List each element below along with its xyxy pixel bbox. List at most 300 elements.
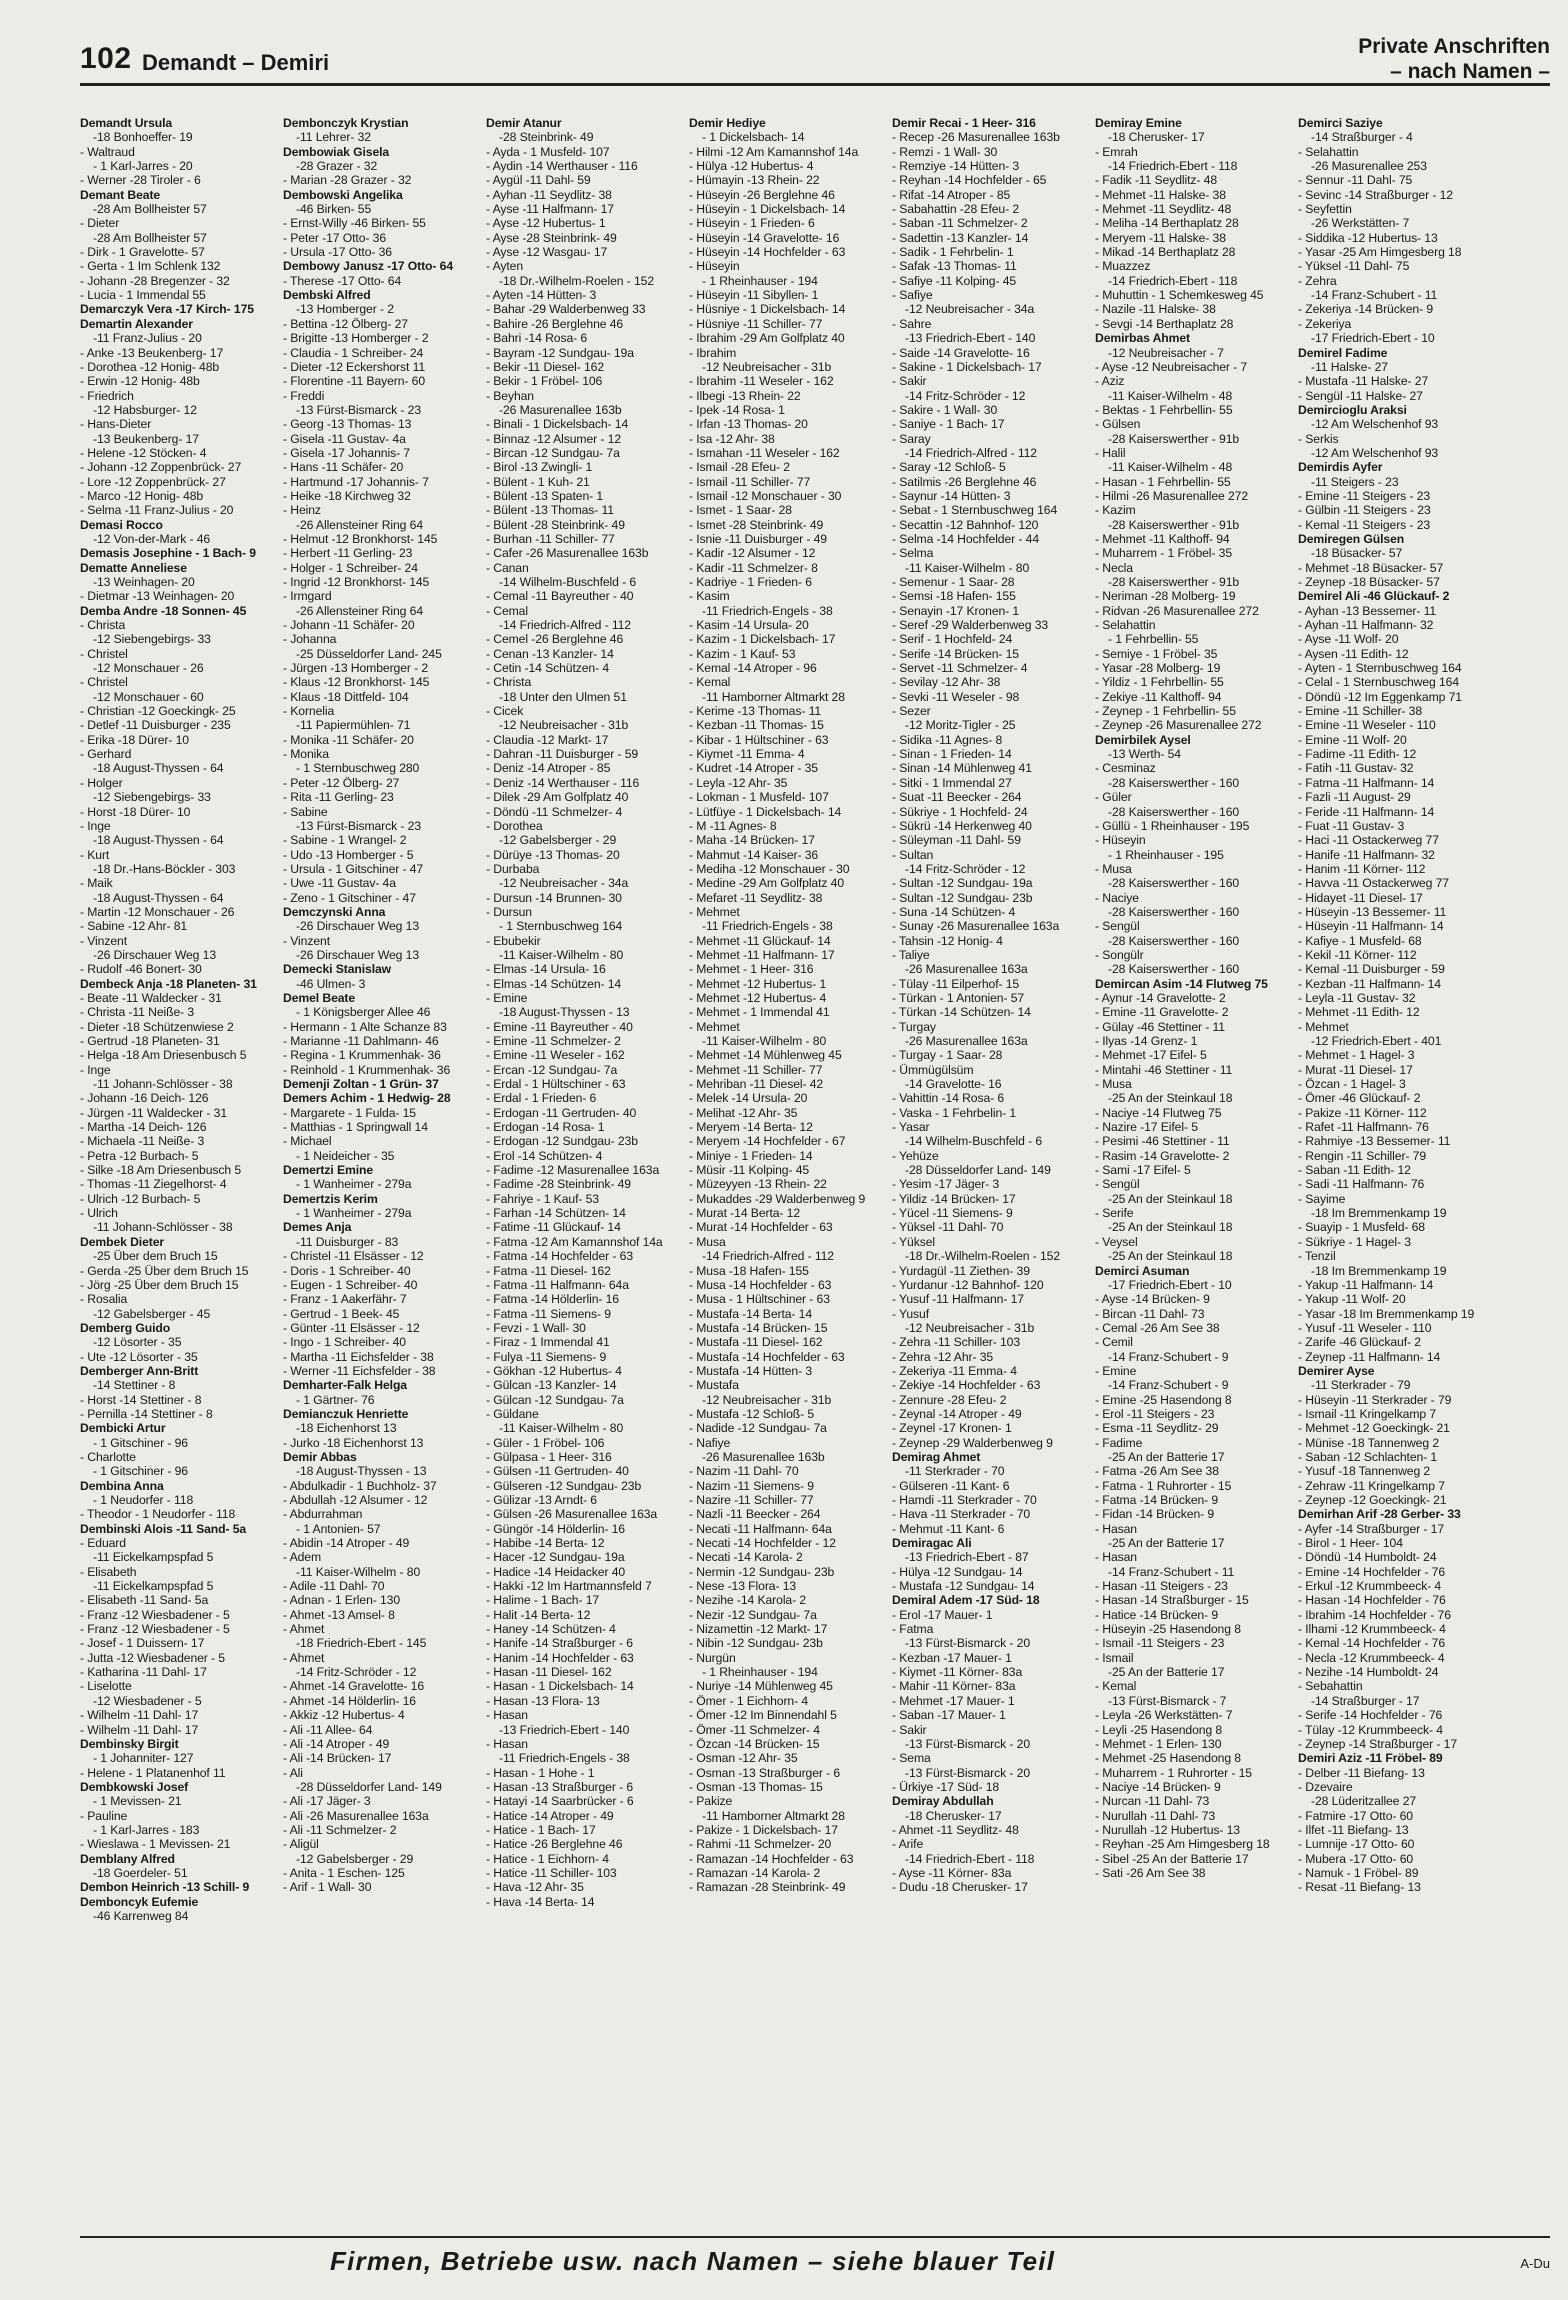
directory-entry: - Martin -12 Monschauer - 26 xyxy=(80,904,235,919)
directory-entry: -11 Johann-Schlösser - 38 xyxy=(93,1220,233,1235)
directory-entry: - 1 Sternbuschweg 280 xyxy=(296,761,420,776)
directory-entry: - Celal - 1 Sternbuschweg 164 xyxy=(1298,675,1460,690)
directory-entry: - Helmut -12 Bronkhorst- 145 xyxy=(283,531,438,546)
directory-entry: - Zeynep -11 Halfmann- 14 xyxy=(1298,1349,1441,1364)
directory-entry: - 1 Rheinhauser - 195 xyxy=(1108,847,1224,862)
directory-entry: - Erol -14 Schützen- 4 xyxy=(486,1148,603,1163)
directory-entry: - Brigitte -13 Homberger - 2 xyxy=(283,331,429,346)
directory-entry: - Gerhard xyxy=(80,747,132,762)
directory-entry: - Ilfet -11 Biefang- 13 xyxy=(1298,1822,1409,1837)
directory-entry: - Aysen -11 Edith- 12 xyxy=(1298,646,1409,661)
directory-entry: - Hamdi -11 Sterkrader - 70 xyxy=(892,1493,1037,1507)
directory-entry: - Saban -11 Schmelzer- 2 xyxy=(892,216,1028,231)
directory-entry: - Mehmet -17 Mauer- 1 xyxy=(892,1693,1015,1708)
directory-entry: - Bahar -29 Walderbenweg 33 xyxy=(486,302,646,317)
directory-entry: -12 Wiesbadener - 5 xyxy=(93,1693,202,1708)
directory-entry: Dembowy Janusz -17 Otto- 64 xyxy=(283,259,453,274)
directory-entry: - Petra -12 Burbach- 5 xyxy=(80,1148,199,1163)
directory-entry: - Sultan -12 Sundgau- 23b xyxy=(892,890,1033,905)
directory-entry: - Dürüye -13 Thomas- 20 xyxy=(486,847,620,862)
directory-entry: - Bahri -14 Rosa- 6 xyxy=(486,331,588,346)
directory-entry: - Semsi -18 Hafen- 155 xyxy=(892,589,1016,604)
directory-entry: -14 Franz-Schubert - 11 xyxy=(1311,288,1438,303)
directory-entry: - Ayhan -13 Bessemer- 11 xyxy=(1298,603,1437,618)
directory-entry: - Hülya -12 Hubertus- 4 xyxy=(689,159,814,174)
directory-entry: -18 Goerdeler- 51 xyxy=(93,1865,188,1880)
directory-entry: - Mustafa -11 Diesel- 162 xyxy=(689,1335,823,1350)
directory-entry: - Kezban -11 Thomas- 15 xyxy=(689,718,824,733)
directory-entry: - Ilyas -14 Grenz- 1 xyxy=(1095,1034,1198,1048)
directory-entry: - Mehmet -12 Hubertus- 4 xyxy=(689,990,827,1005)
directory-entry: Demirel Ali -46 Glückauf- 2 xyxy=(1298,589,1450,604)
directory-entry: -13 Fürst-Bismarck - 7 xyxy=(1108,1693,1227,1708)
directory-entry: - Zehra -12 Ahr- 35 xyxy=(892,1349,994,1364)
directory-entry: - Aydin -14 Werthauser - 116 xyxy=(486,159,638,174)
directory-entry: -12 Gabelsberger - 45 xyxy=(93,1306,211,1321)
directory-entry: Demiral Adem -17 Süd- 18 xyxy=(892,1593,1040,1608)
directory-entry: - Murat -14 Hochfelder - 63 xyxy=(689,1220,833,1235)
directory-entry: Demirci Saziye xyxy=(1298,116,1383,130)
directory-entry: - Erika -18 Dürer- 10 xyxy=(80,732,189,747)
directory-entry: - Gülbin -11 Steigers - 23 xyxy=(1298,503,1431,518)
directory-entry: - Kemal -14 Hochfelder - 76 xyxy=(1298,1636,1446,1651)
directory-entry: - Elmas -14 Schützen- 14 xyxy=(486,976,622,991)
directory-entry: -25 An der Steinkaul 18 xyxy=(1108,1091,1233,1106)
directory-entry: - Güllü - 1 Rheinhauser - 195 xyxy=(1095,818,1250,833)
directory-entry: - Selahattin xyxy=(1298,144,1359,159)
directory-entry: - Bircan -12 Sundgau- 7a xyxy=(486,445,620,460)
directory-entry: - Hasan -11 Diesel- 162 xyxy=(486,1665,612,1680)
directory-entry: - Nazim -11 Dahl- 70 xyxy=(689,1464,799,1479)
directory-entry: - Hava -11 Sterkrader - 70 xyxy=(892,1507,1031,1522)
directory-entry: - Kazim xyxy=(1095,503,1136,518)
directory-entry: - Kemal -11 Duisburger - 59 xyxy=(1298,962,1445,977)
directory-entry: - Hüseyin -11 Sibyllen- 1 xyxy=(689,288,819,303)
directory-entry: - Mehmet -11 Edith- 12 xyxy=(1298,1005,1420,1020)
directory-entry: - Firaz - 1 Immendal 41 xyxy=(486,1335,610,1350)
directory-entry: - Cenan -13 Kanzler- 14 xyxy=(486,646,614,661)
directory-entry: - Ercan -12 Sundgau- 7a xyxy=(486,1062,618,1077)
directory-entry: - Bülent -28 Steinbrink- 49 xyxy=(486,517,625,532)
directory-entry: - Kerime -13 Thomas- 11 xyxy=(689,704,822,719)
directory-entry: -11 Franz-Julius - 20 xyxy=(93,331,202,346)
directory-entry: - Jörg -25 Über dem Bruch 15 xyxy=(80,1277,239,1292)
directory-entry: Demiray Emine xyxy=(1095,116,1182,130)
directory-entry: - Eduard xyxy=(80,1536,126,1551)
directory-entry: - Josef - 1 Duissern- 17 xyxy=(80,1636,205,1651)
directory-entry: -14 Friedrich-Alfred - 112 xyxy=(702,1249,834,1264)
directory-entry: - Fidan -14 Brücken- 9 xyxy=(1095,1507,1215,1522)
directory-entry: - Yusuf -11 Halfmann- 17 xyxy=(892,1292,1024,1307)
directory-entry: -18 Bonhoeffer- 19 xyxy=(93,130,193,145)
directory-entry: - Nurcan -11 Dahl- 73 xyxy=(1095,1794,1210,1809)
directory-entry: - Meryem -11 Halske- 38 xyxy=(1095,230,1226,245)
directory-entry: - Sevgi -14 Berthaplatz 28 xyxy=(1095,316,1234,331)
directory-entry: - Bekir - 1 Fröbel- 106 xyxy=(486,374,603,389)
footer-rule xyxy=(80,2236,1550,2238)
directory-entry: - Ismail -11 Steigers - 23 xyxy=(1095,1636,1225,1651)
directory-entry: - Zekeriya -11 Emma- 4 xyxy=(892,1363,1017,1378)
directory-entry: - Serife xyxy=(1095,1206,1134,1221)
directory-entry: - Zekiye -14 Hochfelder - 63 xyxy=(892,1378,1041,1393)
directory-entry: - Semenur - 1 Saar- 28 xyxy=(892,575,1015,589)
directory-entry: - Aynur -14 Gravelotte- 2 xyxy=(1095,990,1226,1005)
directory-entry: - Sinan - 1 Frieden- 14 xyxy=(892,747,1012,762)
directory-entry: - Emine -11 Schmelzer- 2 xyxy=(486,1034,621,1048)
directory-entry: - Ingrid -12 Bronkhorst- 145 xyxy=(283,575,430,589)
directory-entry: - Tülay -12 Krummbeeck- 4 xyxy=(1298,1722,1443,1737)
directory-entry: - Miniye - 1 Frieden- 14 xyxy=(689,1148,813,1163)
directory-entry: - Yurdagül -11 Ziethen- 39 xyxy=(892,1263,1030,1278)
directory-entry: Demir Atanur xyxy=(486,116,562,130)
directory-entry: - Abdullah -12 Alsumer - 12 xyxy=(283,1493,428,1507)
directory-entry: - Mustafa -11 Halske- 27 xyxy=(1298,374,1429,389)
directory-entry: - Hakki -12 Im Hartmannsfeld 7 xyxy=(486,1579,652,1594)
directory-entry: Demir Recai - 1 Heer- 316 xyxy=(892,116,1036,130)
directory-entry: - Johann -28 Bregenzer - 32 xyxy=(80,273,230,288)
directory-entry: - Christa -11 Neiße- 3 xyxy=(80,1005,195,1020)
directory-entry: - Pakize - 1 Dickelsbach- 17 xyxy=(689,1822,838,1837)
directory-entry: - Necla -12 Krummbeeck- 4 xyxy=(1298,1650,1445,1665)
directory-entry: - Sabine - 1 Wrangel- 2 xyxy=(283,833,407,848)
directory-entry: - Mediha -12 Monschauer - 30 xyxy=(689,861,850,876)
directory-entry: - Mehmet -11 Halfmann- 17 xyxy=(689,947,835,962)
directory-entry: -14 Stettiner - 8 xyxy=(93,1378,176,1393)
directory-entry: -28 Kaiserswerther - 91b xyxy=(1108,431,1240,446)
directory-entry: - Resat -11 Biefang- 13 xyxy=(1298,1880,1421,1895)
directory-entry: - Sabine xyxy=(283,804,328,819)
directory-entry: - Medine -29 Am Golfplatz 40 xyxy=(689,876,845,891)
directory-entry: - Necati -14 Karola- 2 xyxy=(689,1550,803,1565)
directory-entry: - Haci -11 Ostackerweg 77 xyxy=(1298,833,1439,848)
directory-entry: - Wieslawa - 1 Mevissen- 21 xyxy=(80,1837,231,1852)
directory-entry: - Ismail xyxy=(1095,1650,1134,1665)
directory-entry: - Yasar -18 Im Bremmenkamp 19 xyxy=(1298,1306,1475,1321)
directory-entry: - Gülsen -26 Masurenallee 163a xyxy=(486,1507,658,1522)
directory-entry: - Fatma -11 Diesel- 162 xyxy=(486,1263,611,1278)
directory-entry: - Sultan xyxy=(892,847,934,862)
directory-entry: - Hüseyin -11 Halfmann- 14 xyxy=(1298,919,1444,934)
directory-entry: - Ibrahim -29 Am Golfplatz 40 xyxy=(689,331,845,346)
directory-entry: - Feride -11 Halfmann- 14 xyxy=(1298,804,1435,819)
directory-entry: - Sunay -26 Masurenallee 163a xyxy=(892,919,1060,934)
directory-entry: - Ömer -46 Glückauf- 2 xyxy=(1298,1091,1421,1106)
directory-entry: - Cetin -14 Schützen- 4 xyxy=(486,661,610,676)
directory-entry: - Zekiye -11 Kalthoff- 94 xyxy=(1095,689,1222,704)
directory-entry: - Ali -11 Allee- 64 xyxy=(283,1722,373,1737)
directory-entry: - Kiymet -11 Emma- 4 xyxy=(689,747,805,762)
directory-entry: -12 Neubreisacher - 34a xyxy=(499,876,629,891)
directory-entry: - Fatih -11 Gustav- 32 xyxy=(1298,761,1414,776)
directory-entry: - Emine -25 Hasendong 8 xyxy=(1095,1392,1232,1407)
footer-note: Firmen, Betriebe usw. nach Namen – siehe blauer Teil xyxy=(330,2246,1056,2276)
directory-entry: -14 Gravelotte- 16 xyxy=(905,1077,1002,1092)
directory-entry: - Delber -11 Biefang- 13 xyxy=(1298,1765,1425,1780)
directory-entry: -18 Eichenhorst 13 xyxy=(296,1421,397,1436)
directory-entry: - Zeynep -26 Masurenallee 272 xyxy=(1095,718,1262,733)
directory-entry: - 1 Karl-Jarres - 20 xyxy=(93,159,193,174)
directory-column xyxy=(892,116,1086,2181)
section-title-line-2: – nach Namen – xyxy=(1390,60,1550,83)
directory-entry: - Ürkiye -17 Süd- 18 xyxy=(892,1779,1000,1794)
directory-entry: - Matthias - 1 Springwall 14 xyxy=(283,1120,428,1135)
directory-entry: - Emine -11 Wolf- 20 xyxy=(1298,732,1407,747)
directory-entry: - Fatma -14 Hölderlin- 16 xyxy=(486,1292,619,1307)
directory-entry: Demarczyk Vera -17 Kirch- 175 xyxy=(80,302,254,317)
directory-entry: Demers Achim - 1 Hedwig- 28 xyxy=(283,1091,451,1106)
directory-entry: - Zehraw -11 Kringelkamp 7 xyxy=(1298,1478,1445,1493)
directory-entry: - Fadime -11 Edith- 12 xyxy=(1298,747,1417,762)
directory-entry: - Mehmet -11 Schiller- 77 xyxy=(689,1062,823,1077)
directory-entry: - Ayhan -11 Halfmann- 32 xyxy=(1298,618,1434,633)
directory-entry: - Erkul -12 Krummbeeck- 4 xyxy=(1298,1579,1442,1594)
directory-entry: - Sayime xyxy=(1298,1191,1346,1206)
directory-entry: - Mustafa -14 Brücken- 15 xyxy=(689,1320,828,1335)
directory-entry: -12 Habsburger- 12 xyxy=(93,402,197,417)
directory-entry: - Münise -18 Tannenweg 2 xyxy=(1298,1435,1440,1450)
directory-entry: - Gertrud -18 Planeten- 31 xyxy=(80,1034,220,1048)
directory-entry: - Kemal xyxy=(689,675,731,690)
directory-entry: - Vaska - 1 Fehrbelin- 1 xyxy=(892,1105,1017,1120)
directory-entry: - Cicek xyxy=(486,704,524,719)
page-number: 102 xyxy=(80,42,132,75)
directory-entry: - Birol -13 Zwingli- 1 xyxy=(486,460,593,475)
directory-entry: - Ali -26 Masurenallee 163a xyxy=(283,1808,429,1823)
directory-entry: - Ramazan -14 Karola- 2 xyxy=(689,1865,821,1880)
directory-entry: -11 Friedrich-Engels - 38 xyxy=(702,919,833,934)
directory-entry: - Anke -13 Beukenberg- 17 xyxy=(80,345,224,360)
directory-entry: - Cemal -26 Am See 38 xyxy=(1095,1320,1220,1335)
directory-entry: - Melihat -12 Ahr- 35 xyxy=(689,1105,798,1120)
directory-entry: - Saban -17 Mauer- 1 xyxy=(892,1708,1006,1723)
directory-entry: -11 Sterkrader - 79 xyxy=(1311,1378,1411,1393)
directory-entry: - Leyla -11 Gustav- 32 xyxy=(1298,990,1416,1005)
directory-entry: - Helene - 1 Platanenhof 11 xyxy=(80,1765,226,1780)
directory-entry: -18 August-Thyssen - 13 xyxy=(499,1005,630,1020)
directory-entry: - Elisabeth -11 Sand- 5a xyxy=(80,1593,209,1608)
directory-entry: - Johann -16 Deich- 126 xyxy=(80,1091,209,1106)
directory-entry: -18 Cherusker- 17 xyxy=(1108,130,1205,145)
directory-entry: - Maha -14 Brücken- 17 xyxy=(689,833,815,848)
directory-entry: - Pesimi -46 Stettiner - 11 xyxy=(1095,1134,1230,1149)
directory-entry: - Zarife -46 Glückauf- 2 xyxy=(1298,1335,1421,1350)
section-title-line-1: Private Anschriften xyxy=(1358,35,1550,58)
directory-entry: - Johanna xyxy=(283,632,337,647)
directory-entry: Dembina Anna xyxy=(80,1478,164,1493)
directory-entry: - Ömer -11 Schmelzer- 4 xyxy=(689,1722,820,1737)
directory-entry: Demczynski Anna xyxy=(283,904,386,919)
directory-entry: -11 Halske- 27 xyxy=(1311,359,1388,374)
directory-entry: -28 Kaiserswerther - 160 xyxy=(1108,933,1240,948)
directory-entry: - Erdal - 1 Hültschiner - 63 xyxy=(486,1077,626,1092)
directory-column xyxy=(689,116,883,2181)
directory-entry: - Hatice - 1 Bach- 17 xyxy=(486,1822,596,1837)
directory-entry: - Fatma -11 Halfmann- 14 xyxy=(1298,775,1435,790)
directory-entry: - Fatma -11 Halfmann- 64a xyxy=(486,1277,629,1292)
directory-entry: - Vahittin -14 Rosa- 6 xyxy=(892,1091,1005,1106)
directory-entry: - 1 Mevissen- 21 xyxy=(93,1794,182,1809)
directory-entry: - Ismail -11 Schiller- 77 xyxy=(689,474,811,489)
directory-entry: -28 Kaiserswerther - 160 xyxy=(1108,775,1240,790)
directory-entry: -28 Kaiserswerther - 160 xyxy=(1108,876,1240,891)
directory-entry: - Dursun xyxy=(486,904,532,919)
directory-entry: - Dorothea xyxy=(486,818,543,833)
directory-entry: -11 Kaiser-Wilhelm - 80 xyxy=(702,1034,827,1048)
directory-entry: - Saynur -14 Hütten- 3 xyxy=(892,488,1011,503)
directory-entry: - Nezihe -14 Humboldt- 24 xyxy=(1298,1665,1439,1680)
directory-entry: - Hasan xyxy=(1095,1550,1137,1565)
directory-entry: - Gisela -17 Johannis- 7 xyxy=(283,445,410,460)
directory-entry: Demirdis Ayfer xyxy=(1298,460,1383,475)
directory-entry: - Mehmet -12 Hubertus- 1 xyxy=(689,976,827,991)
directory-entry: - Döndü -14 Humboldt- 24 xyxy=(1298,1550,1437,1565)
directory-entry: - Inge xyxy=(80,818,111,833)
directory-entry: - Özcan - 1 Hagel- 3 xyxy=(1298,1077,1406,1092)
directory-entry: -28 Düsseldorfer Land- 149 xyxy=(905,1163,1051,1178)
directory-entry: - 1 Dickelsbach- 14 xyxy=(702,130,805,145)
directory-entry: - Sidika -11 Agnes- 8 xyxy=(892,732,1003,747)
directory-entry: - 1 Fehrbellin- 55 xyxy=(1108,632,1199,647)
directory-entry: - Dudu -18 Cherusker- 17 xyxy=(892,1880,1028,1895)
directory-entry: - Halit -14 Berta- 12 xyxy=(486,1607,591,1622)
directory-entry: - 1 Karl-Jarres - 183 xyxy=(93,1822,200,1837)
directory-entry: - Zehra -11 Schiller- 103 xyxy=(892,1335,1021,1350)
directory-entry: - Mehmet -11 Halske- 38 xyxy=(1095,187,1226,202)
directory-entry: - Marianne -11 Dahlmann- 46 xyxy=(283,1034,439,1048)
directory-entry: - Wilhelm -11 Dahl- 17 xyxy=(80,1708,199,1723)
directory-entry: -11 Kaiser-Wilhelm - 48 xyxy=(1108,460,1233,475)
directory-entry: - Suayip - 1 Musfeld- 68 xyxy=(1298,1220,1425,1235)
directory-entry: - Remziye -14 Hütten- 3 xyxy=(892,159,1020,174)
directory-entry: - Mustafa -12 Schloß- 5 xyxy=(689,1406,815,1421)
directory-entry: -11 Eickelkampspfad 5 xyxy=(93,1550,214,1565)
directory-entry: - Mehmet -17 Eifel- 5 xyxy=(1095,1048,1207,1063)
directory-entry: - 1 Sternbuschweg 164 xyxy=(499,919,623,934)
directory-entry: - Ayse -11 Körner- 83a xyxy=(892,1865,1012,1880)
directory-entry: - Hatice -26 Berglehne 46 xyxy=(486,1837,623,1852)
directory-entry: - Aygül -11 Dahl- 59 xyxy=(486,173,591,188)
directory-entry: - Günter -11 Elsässer - 12 xyxy=(283,1320,420,1335)
directory-entry: -13 Fürst-Bismarck - 23 xyxy=(296,818,422,833)
directory-entry: - Murat -14 Berta- 12 xyxy=(689,1206,801,1221)
directory-entry: -11 Eickelkampspfad 5 xyxy=(93,1579,214,1594)
directory-entry: -26 Dirschauer Weg 13 xyxy=(93,947,216,962)
directory-entry: -13 Fürst-Bismarck - 20 xyxy=(905,1636,1031,1651)
directory-entry: -26 Masurenallee 163a xyxy=(905,962,1028,977)
directory-entry: Demircan Asim -14 Flutweg 75 xyxy=(1095,976,1268,991)
directory-entry: -12 Neubreisacher - 31b xyxy=(499,718,629,733)
directory-entry: -14 Straßburger - 17 xyxy=(1311,1693,1420,1708)
directory-entry: - Ayten xyxy=(486,259,524,274)
directory-entry: - Hilmi -12 Am Kamannshof 14a xyxy=(689,144,859,159)
directory-entry: - Vinzent xyxy=(283,933,330,948)
directory-entry: - Erwin -12 Honig- 48b xyxy=(80,374,200,389)
directory-entry: Demertzis Kerim xyxy=(283,1191,378,1206)
directory-entry: - Zeynep -12 Goeckingk- 21 xyxy=(1298,1493,1447,1507)
directory-entry: -11 Kaiser-Wilhelm - 80 xyxy=(905,560,1030,575)
directory-entry: -18 Unter den Ulmen 51 xyxy=(499,689,627,704)
directory-column xyxy=(1298,116,1492,2181)
directory-entry: - Christa xyxy=(80,618,126,633)
directory-entry: - Müsir -11 Kolping- 45 xyxy=(689,1163,810,1178)
directory-entry: - Selma xyxy=(892,546,934,561)
directory-entry: - Güler xyxy=(1095,790,1132,805)
directory-entry: - Friedrich xyxy=(80,388,134,403)
directory-entry: - Kazim - 1 Kauf- 53 xyxy=(689,646,796,661)
directory-entry: - Hasan - 1 Fehrbellin- 55 xyxy=(1095,474,1231,489)
directory-entry: - Pernilla -14 Stettiner - 8 xyxy=(80,1406,213,1421)
directory-entry: - Emine -11 Steigers - 23 xyxy=(1298,488,1431,503)
directory-entry: - Claudia - 1 Schreiber- 24 xyxy=(283,345,424,360)
directory-entry: -14 Wilhelm-Buschfeld - 6 xyxy=(499,575,637,589)
directory-entry: - Lütfüye - 1 Dickelsbach- 14 xyxy=(689,804,842,819)
directory-entry: - Dorothea -12 Honig- 48b xyxy=(80,359,220,374)
directory-entry: Dembon Heinrich -13 Schill- 9 xyxy=(80,1880,250,1895)
directory-entry: - Ayten -14 Hütten- 3 xyxy=(486,288,597,303)
directory-entry: - Ebubekir xyxy=(486,933,541,948)
directory-entry: - Michaela -11 Neiße- 3 xyxy=(80,1134,205,1149)
directory-entry: -12 Siebengebirgs- 33 xyxy=(93,632,211,647)
directory-entry: - Ilhami -12 Krummbeeck- 4 xyxy=(1298,1622,1446,1637)
directory-entry: -12 Gabelsberger - 29 xyxy=(499,833,617,848)
directory-entry: - Yesim -17 Jäger- 3 xyxy=(892,1177,1000,1192)
directory-entry: - Marian -28 Grazer - 32 xyxy=(283,173,412,188)
directory-entry: - Christel -11 Elsässer - 12 xyxy=(283,1249,424,1264)
directory-entry: - Dieter xyxy=(80,216,120,231)
directory-entry: - Kemal -14 Atroper - 96 xyxy=(689,661,817,676)
directory-entry: - Nibin -12 Sundgau- 23b xyxy=(689,1636,823,1651)
directory-entry: -25 An der Batterie 17 xyxy=(1108,1665,1225,1680)
directory-entry: -18 Dr.-Hans-Böckler - 303 xyxy=(93,861,236,876)
directory-entry: - Dzevaire xyxy=(1298,1779,1353,1794)
directory-entry: - Necla xyxy=(1095,560,1133,575)
directory-entry: Dembicki Artur xyxy=(80,1421,166,1436)
directory-entry: - Burhan -11 Schiller- 77 xyxy=(486,531,615,546)
directory-entry: -13 Weinhagen- 20 xyxy=(93,575,195,589)
directory-entry: - Farhan -14 Schützen- 14 xyxy=(486,1206,626,1221)
directory-entry: - Nazim -11 Siemens- 9 xyxy=(689,1478,814,1493)
directory-entry: - Rosalia xyxy=(80,1292,128,1307)
directory-entry: - Bülent -13 Spaten- 1 xyxy=(486,488,604,503)
directory-entry: - Musa xyxy=(1095,1077,1132,1092)
directory-entry: - Nazli -11 Beecker - 264 xyxy=(689,1507,821,1522)
directory-entry: -46 Birken- 55 xyxy=(296,202,372,217)
directory-entry: - Arife xyxy=(892,1837,924,1852)
directory-entry: -11 Hamborner Altmarkt 28 xyxy=(702,689,845,704)
directory-entry: - Leyla -26 Werkstätten- 7 xyxy=(1095,1708,1233,1723)
directory-entry: - Ulrich xyxy=(80,1206,118,1221)
directory-entry: - Kudret -14 Atroper - 35 xyxy=(689,761,818,776)
directory-entry: - Rahmiye -13 Bessemer- 11 xyxy=(1298,1134,1451,1149)
directory-entry: - Mehmut -11 Kant- 6 xyxy=(892,1521,1005,1536)
directory-entry: Demharter-Falk Helga xyxy=(283,1378,407,1393)
directory-entry: - Saray xyxy=(892,431,931,446)
directory-entry: - Bettina -12 Ölberg- 27 xyxy=(283,316,408,331)
directory-entry: - Erdogan -11 Gertruden- 40 xyxy=(486,1105,637,1120)
directory-entry: - Neriman -28 Molberg- 19 xyxy=(1095,589,1236,604)
directory-entry: -11 Friedrich-Engels - 38 xyxy=(499,1751,630,1766)
directory-entry: - Muazzez xyxy=(1095,259,1151,274)
directory-entry: -11 Lehrer- 32 xyxy=(296,130,371,145)
directory-entry: -11 Johann-Schlösser - 38 xyxy=(93,1077,233,1092)
directory-entry: - Ursula -17 Otto- 36 xyxy=(283,245,392,260)
directory-entry: - Naciye xyxy=(1095,890,1139,905)
directory-entry: -14 Fritz-Schröder - 12 xyxy=(296,1665,417,1680)
directory-entry: - Ipek -14 Rosa- 1 xyxy=(689,402,785,417)
directory-entry: - Ursula - 1 Gitschiner - 47 xyxy=(283,861,424,876)
directory-entry: Dembek Dieter xyxy=(80,1234,165,1249)
directory-entry: -18 August-Thyssen - 64 xyxy=(93,833,224,848)
